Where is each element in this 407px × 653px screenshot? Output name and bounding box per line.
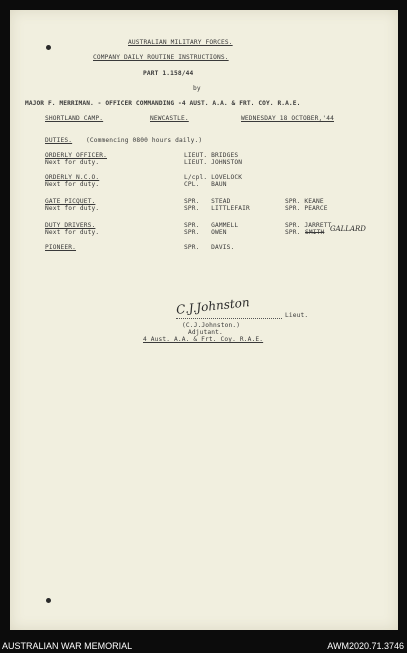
duty-roster-next: SPR. OWEN bbox=[184, 229, 227, 236]
duty-roster-next: LIEUT. JOHNSTON bbox=[184, 159, 243, 166]
commander-line: MAJOR F. MERRIMAN. - OFFICER COMMANDING -4 AUST. A.A. & FRT. COY. R.A.E. bbox=[25, 100, 301, 107]
signatory-unit: 4 Aust. A.A. & Frt. Coy. R.A.E. bbox=[143, 336, 264, 343]
struck-name: SMITH bbox=[305, 229, 325, 236]
signature-rank: Lieut. bbox=[285, 312, 309, 319]
part-number: PART 1.158/44 bbox=[143, 70, 194, 77]
signatory-name: (C.J.Johnston.) bbox=[182, 322, 241, 329]
duty-role: ORDERLY N.C.O. bbox=[45, 174, 100, 181]
camp-name: SHORTLAND CAMP. bbox=[45, 115, 104, 122]
duty-next: Next for duty. bbox=[45, 205, 100, 212]
org-heading: AUSTRALIAN MILITARY FORCES. bbox=[128, 39, 233, 46]
duty-roster-extra: SPR. PEARCE bbox=[285, 205, 328, 212]
duty-role: DUTY DRIVERS. bbox=[45, 222, 96, 229]
signature-line bbox=[176, 318, 282, 319]
duty-roster-current: SPR. STEAD bbox=[184, 198, 231, 205]
footer-accession: AWM2020.71.3746 bbox=[327, 641, 404, 651]
duty-next: Next for duty. bbox=[45, 181, 100, 188]
duty-roster-extra: SPR. bbox=[285, 229, 301, 236]
town-name: NEWCASTLE. bbox=[150, 115, 189, 122]
duty-next: Next for duty. bbox=[45, 229, 100, 236]
duty-roster-current: LIEUT. BRIDGES bbox=[184, 152, 239, 159]
duty-role: ORDERLY OFFICER. bbox=[45, 152, 108, 159]
handwritten-signature: C.J.Johnston bbox=[175, 295, 251, 317]
footer-source: AUSTRALIAN WAR MEMORIAL bbox=[2, 641, 133, 651]
document-date: WEDNESDAY 18 OCTOBER,'44 bbox=[241, 115, 335, 122]
handwritten-correction: GALLARD bbox=[330, 225, 366, 233]
duty-roster-current: SPR. GAMMELL bbox=[184, 222, 239, 229]
duty-roster-extra: SPR. JARRETT bbox=[285, 222, 332, 229]
signatory-title: Adjutant. bbox=[188, 329, 223, 336]
punch-hole bbox=[46, 45, 51, 50]
punch-hole bbox=[46, 598, 51, 603]
duty-roster-next: SPR. LITTLEFAIR bbox=[184, 205, 250, 212]
pioneer-role: PIONEER. bbox=[45, 244, 77, 251]
pioneer-name: SPR. DAVIS. bbox=[184, 244, 235, 251]
duties-heading: DUTIES. bbox=[45, 137, 73, 144]
duty-roster-current: L/cpl. LOVELOCK bbox=[184, 174, 243, 181]
duty-role: GATE PICQUET. bbox=[45, 198, 96, 205]
document-title: COMPANY DAILY ROUTINE INSTRUCTIONS. bbox=[93, 54, 229, 61]
duties-note: (Commencing 0800 hours daily.) bbox=[86, 137, 203, 144]
duty-next: Next for duty. bbox=[45, 159, 100, 166]
duty-roster-next: CPL. BAUN bbox=[184, 181, 227, 188]
by-label: by bbox=[193, 85, 201, 92]
duty-roster-extra: SPR. KEANE bbox=[285, 198, 324, 205]
